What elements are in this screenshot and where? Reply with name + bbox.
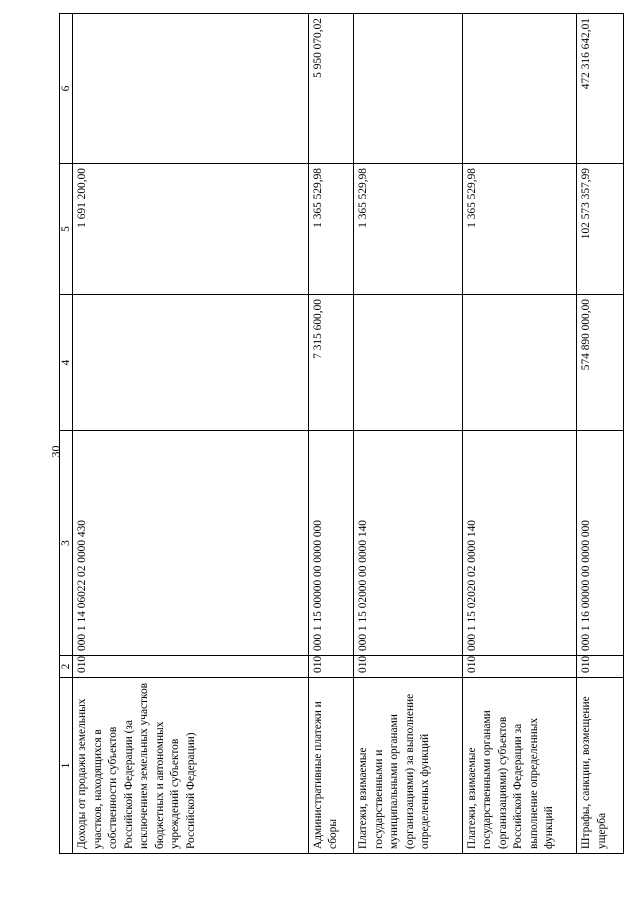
- row-col4-value: [73, 295, 309, 431]
- row-col4-value: [354, 295, 463, 431]
- row-col4-value: 574 890 000,00: [577, 295, 624, 431]
- row-name: Платежи, взимаемые государственными и муниципальными органами (организациями) за выполнение определенных функций: [354, 678, 463, 854]
- rotated-table-sheet: [59, 14, 624, 854]
- header-row: [60, 14, 73, 854]
- row-admin-code: 010: [462, 656, 576, 678]
- row-col6-value: [462, 14, 576, 164]
- table-row: [354, 14, 463, 854]
- row-admin-code: 010: [577, 656, 624, 678]
- table-row: [308, 14, 354, 854]
- row-col6-value: 5 950 070,02: [308, 14, 354, 164]
- table-row: [462, 14, 576, 854]
- header-col-5: 5: [60, 164, 73, 295]
- header-col-1: 1: [60, 678, 73, 854]
- row-col5-value: 1 365 529,98: [462, 164, 576, 295]
- row-budget-code: 000 1 16 00000 00 0000 000: [577, 431, 624, 656]
- page-number: 30: [48, 445, 63, 458]
- row-col5-value: 1 365 529,98: [308, 164, 354, 295]
- row-admin-code: 010: [308, 656, 354, 678]
- row-col6-value: 472 316 642,01: [577, 14, 624, 164]
- row-col6-value: [354, 14, 463, 164]
- row-budget-code: 000 1 15 02020 02 0000 140: [462, 431, 576, 656]
- row-admin-code: 010: [354, 656, 463, 678]
- row-budget-code: 000 1 14 06022 02 0000 430: [73, 431, 309, 656]
- row-name: Административные платежи и сборы: [308, 678, 354, 854]
- row-col4-value: 7 315 600,00: [308, 295, 354, 431]
- row-budget-code: 000 1 15 02000 00 0000 140: [354, 431, 463, 656]
- header-col-2: 2: [60, 656, 73, 678]
- table-row: [73, 14, 309, 854]
- row-col5-value: 1 365 529,98: [354, 164, 463, 295]
- row-admin-code: 010: [73, 656, 309, 678]
- row-col5-value: 102 573 357,99: [577, 164, 624, 295]
- row-col5-value: 1 691 200,00: [73, 164, 309, 295]
- header-col-3: 3: [60, 431, 73, 656]
- table-row: [577, 14, 624, 854]
- row-name: Платежи, взимаемые государственными органами (организациями) субъектов Российской Федерации за выполнение определенных функций: [462, 678, 576, 854]
- row-name: Штрафы, санкции, возмещение ущерба: [577, 678, 624, 854]
- row-name: Доходы от продажи земельных участков, находящихся в собственности субъектов Российской Федерации (за исключением земельных участков бюджетных и автономных учреждений субъектов Российской Федерации): [73, 678, 309, 854]
- row-budget-code: 000 1 15 00000 00 0000 000: [308, 431, 354, 656]
- header-col-6: 6: [60, 14, 73, 164]
- row-col6-value: [73, 14, 309, 164]
- header-col-4: 4: [60, 295, 73, 431]
- revenue-table: [59, 13, 624, 854]
- row-col4-value: [462, 295, 576, 431]
